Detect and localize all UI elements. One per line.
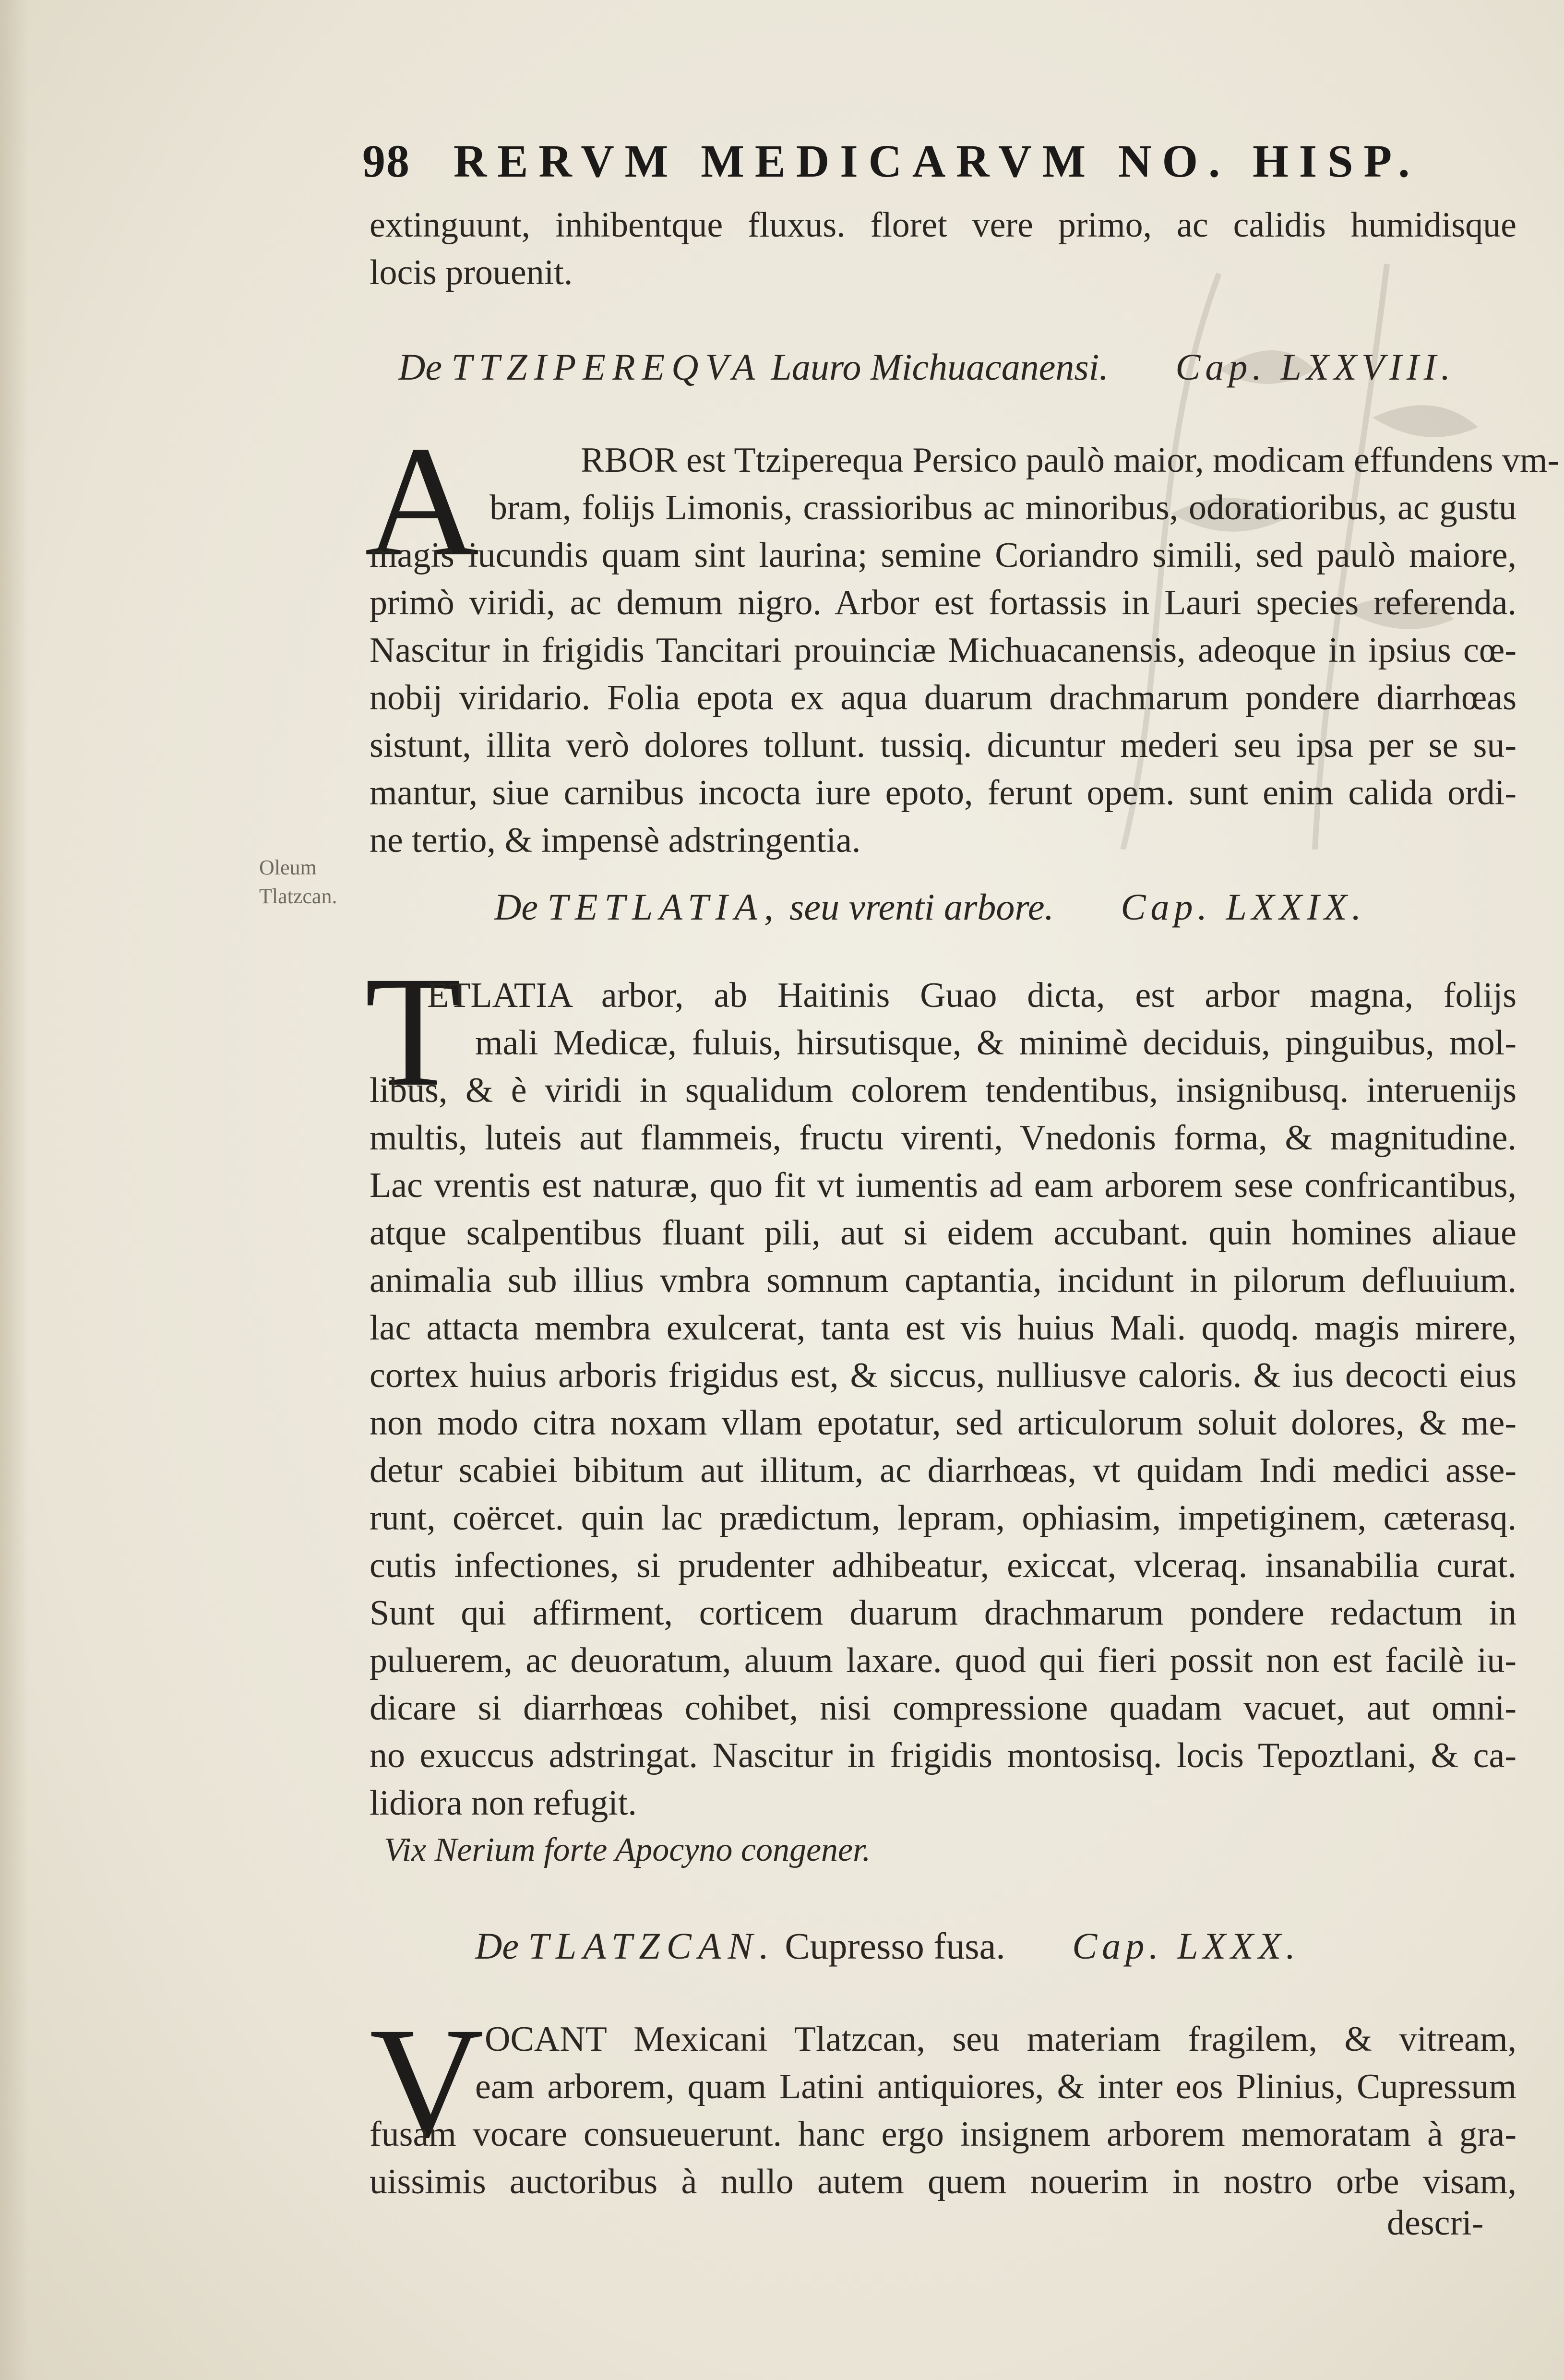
text-line: Lac vrentis est naturæ, quo fit vt iumentis ad eam arborem sese confricantibus, bbox=[370, 1166, 1516, 1205]
text-line: ne tertio, & impensè adstringentia. bbox=[370, 821, 861, 860]
text-line: ETLATIA arbor, ab Haitinis Guao dicta, est arbor magna, folijs bbox=[427, 976, 1516, 1015]
text-line: non modo citra noxam vllam epotatur, sed articulorum soluit dolores, & me- bbox=[370, 1403, 1516, 1443]
text-line: mantur, siue carnibus incocta iure epoto, ferunt opem. sunt enim calida ordi- bbox=[370, 773, 1516, 813]
text-line: eam arborem, quam Latini antiquiores, & inter eos Plinius, Cupressum bbox=[475, 2067, 1516, 2106]
heading-name: TTZIPEREQVA bbox=[451, 346, 762, 388]
chapter-number: Cap. LXXIX. bbox=[1121, 886, 1366, 928]
text-line: detur scabiei bibitum aut illitum, ac diarrhœas, vt quidam Indi medici asse- bbox=[370, 1451, 1516, 1490]
heading-de: De bbox=[475, 1925, 519, 1967]
drop-cap-A: A bbox=[365, 414, 479, 589]
text-line: no exuccus adstringat. Nascitur in frigidis montosisq. locis Tepoztlani, & ca- bbox=[370, 1736, 1516, 1775]
text-line: uissimis auctoribus à nullo autem quem nouerim in nostro orbe visam, bbox=[370, 2162, 1516, 2201]
text-line: extinguunt, inhibentque fluxus. floret vere primo, ac calidis humidisque bbox=[370, 205, 1516, 245]
heading-rest: Lauro Michuacanensi. bbox=[771, 346, 1109, 388]
heading-de: De bbox=[494, 886, 538, 928]
text-line: nobij viridario. Folia epota ex aqua duarum drachmarum pondere diarrhœas bbox=[370, 678, 1516, 718]
text-line: sistunt, illita verò dolores tollunt. tussiq. dicuntur mederi seu ipsa per se su- bbox=[370, 726, 1516, 765]
text-line: magis iucundis quam sint laurina; semine Coriandro simili, sed paulò maiore, bbox=[370, 536, 1516, 575]
text-line: multis, luteis aut flammeis, fructu virenti, Vnedonis forma, & magnitudine. bbox=[370, 1118, 1516, 1158]
text-line: primò viridi, ac demum nigro. Arbor est fortassis in Lauri species referenda. bbox=[370, 583, 1516, 622]
text-line: mali Medicæ, fuluis, hirsutisque, & minimè deciduis, pinguibus, mol- bbox=[475, 1023, 1516, 1063]
heading-de: De bbox=[398, 346, 442, 388]
drop-cap-V: V bbox=[370, 1995, 484, 2170]
chapter-80-heading bbox=[475, 1925, 1300, 1968]
chapter-80-body bbox=[370, 1995, 1516, 2206]
text-line: OCANT Mexicani Tlatzcan, seu materiam fragilem, & vitream, bbox=[485, 2020, 1516, 2059]
text-line: dicare si diarrhœas cohibet, nisi compressione quadam vacuet, aut omni- bbox=[370, 1688, 1516, 1728]
chapter-79-heading bbox=[494, 885, 1366, 929]
heading-rest: Cupresso fusa. bbox=[785, 1925, 1005, 1967]
text-line: lidiora non refugit. bbox=[370, 1783, 637, 1823]
text-line: locis prouenit. bbox=[370, 253, 573, 292]
text-line: Nascitur in frigidis Tancitari prouinciæ Michuacanensis, adeoque in ipsius cœ- bbox=[370, 631, 1516, 670]
annotation: Vix Nerium forte Apocyno congener. bbox=[384, 1831, 871, 1868]
text-line: atque scalpentibus fluant pili, aut si eidem accubant. quin homines aliaue bbox=[370, 1213, 1516, 1253]
chapter-number: Cap. LXXX. bbox=[1072, 1925, 1301, 1967]
text-line: libus, & è viridi in squalidum colorem tendentibus, insignibusq. interuenijs bbox=[370, 1071, 1516, 1110]
running-header bbox=[362, 134, 1437, 188]
text-line: fusam vocare consueuerunt. hanc ergo insignem arborem memoratam à gra- bbox=[370, 2115, 1516, 2154]
page-number: 98 bbox=[362, 135, 410, 187]
text-line: puluerem, ac deuoratum, aluum laxare. quod qui fieri possit non est facilè iu- bbox=[370, 1641, 1516, 1680]
heading-name: TLATZCAN. bbox=[528, 1925, 776, 1967]
page-binding-shadow bbox=[0, 0, 29, 2380]
margin-note: Tlatzcan. bbox=[259, 885, 337, 908]
chapter-79-body bbox=[370, 972, 1516, 1827]
margin-note: Oleum bbox=[259, 856, 317, 879]
chapter-78-heading bbox=[398, 346, 1455, 389]
text-line: Sunt qui affirment, corticem duarum drachmarum pondere redactum in bbox=[370, 1593, 1516, 1633]
heading-rest: seu vrenti arbore. bbox=[789, 886, 1054, 928]
chapter-number: Cap. LXXVIII. bbox=[1175, 346, 1456, 388]
drop-cap-T: T bbox=[365, 944, 462, 1119]
running-title: RERVM MEDICARVM NO. HISP. bbox=[454, 135, 1421, 187]
text-line: runt, coërcet. quin lac prædictum, lepram, ophiasim, impetiginem, cæterasq. bbox=[370, 1498, 1516, 1538]
text-line: lac attacta membra exulcerat, tanta est vis huius Mali. quodq. magis mirere, bbox=[370, 1308, 1516, 1348]
text-line: cutis infectiones, si prudenter adhibeatur, exiccat, vlceraq. insanabilia curat. bbox=[370, 1546, 1516, 1585]
text-line: bram, folijs Limonis, crassioribus ac minoribus, odoratioribus, ac gustu bbox=[489, 488, 1516, 527]
text-line: animalia sub illius vmbra somnum captantia, incidunt in pilorum defluuium. bbox=[370, 1261, 1516, 1300]
continuation-paragraph bbox=[370, 202, 1516, 297]
heading-name: TETLATIA, bbox=[547, 886, 780, 928]
catchword: descri- bbox=[1387, 2203, 1484, 2243]
text-line: cortex huius arboris frigidus est, & siccus, nulliusve caloris. & ius decocti eius bbox=[370, 1356, 1516, 1395]
text-line: RBOR est Ttziperequa Persico paulò maior, modicam effundens vm- bbox=[581, 441, 1560, 480]
chapter-78-body bbox=[370, 437, 1560, 864]
